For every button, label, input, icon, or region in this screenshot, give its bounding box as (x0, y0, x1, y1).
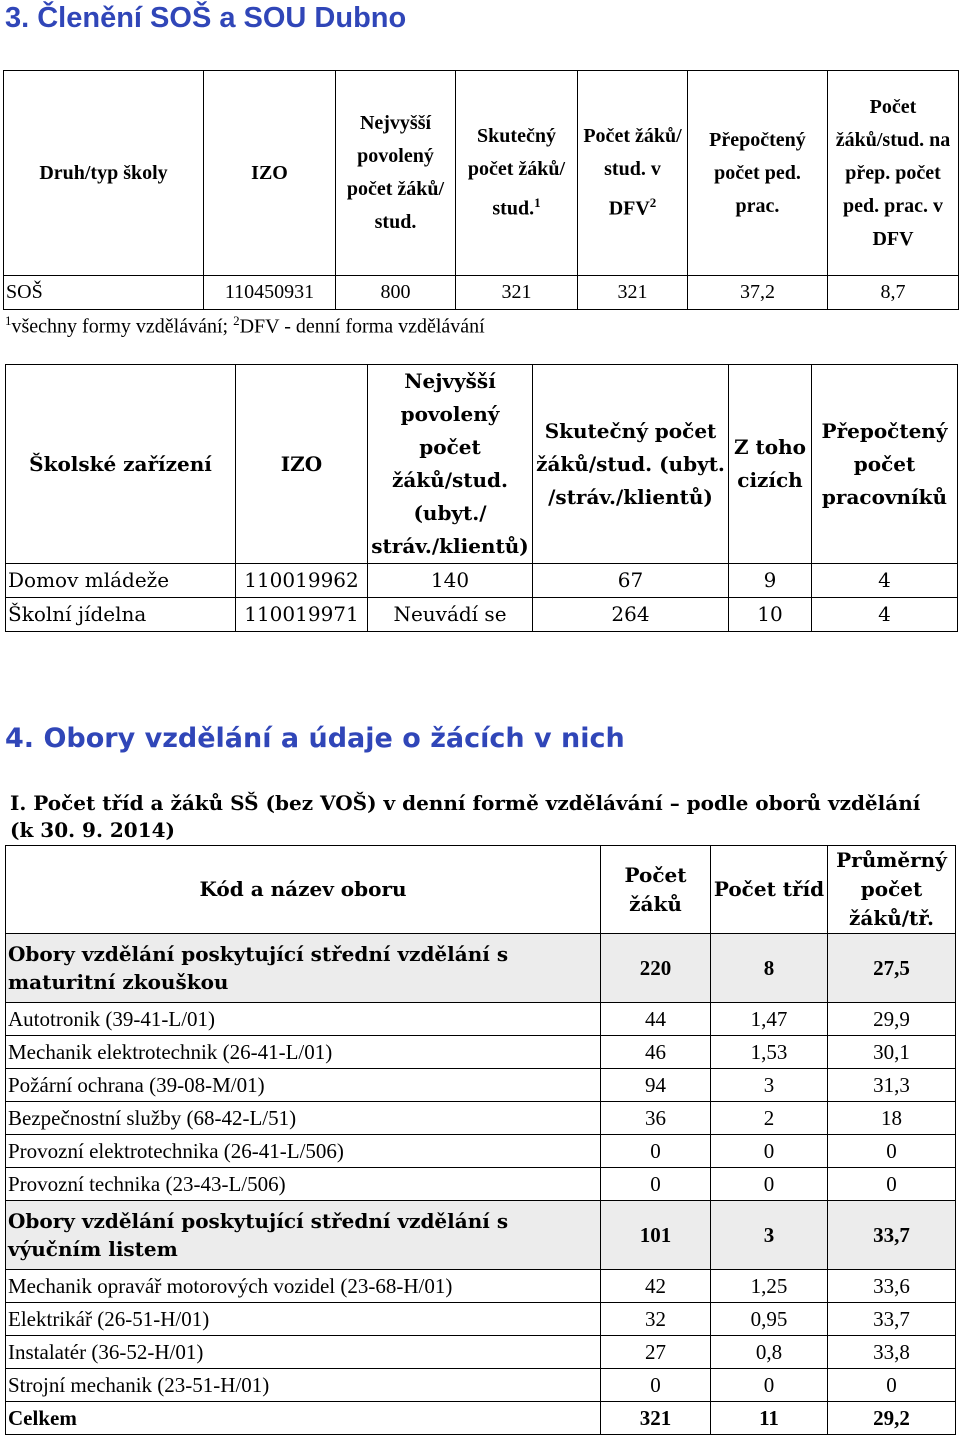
header-staff: Přepočtený počet pracovníků (812, 365, 958, 564)
students-cell: 42 (601, 1270, 711, 1303)
table-row (6, 1369, 956, 1402)
field-name-cell: Obory vzdělání poskytující střední vzdělání s výučním listem (6, 1201, 601, 1270)
average-cell: 31,3 (828, 1069, 956, 1102)
field-name-cell: Obory vzdělání poskytující střední vzdělání s maturitní zkouškou (6, 934, 601, 1003)
table-row (6, 1036, 956, 1069)
classes-cell: 1,25 (711, 1270, 828, 1303)
fields-table (5, 845, 956, 1435)
average-cell: 33,8 (828, 1336, 956, 1369)
students-cell: 0 (601, 1135, 711, 1168)
classes-cell: 0,95 (711, 1303, 828, 1336)
school-type-table (3, 70, 959, 310)
field-name-cell: Mechanik elektrotechnik (26-41-L/01) (6, 1036, 601, 1069)
section-4-title: 4. Obory vzdělání a údaje o žácích v nich (5, 723, 625, 754)
classes-cell: 0 (711, 1369, 828, 1402)
classes-cell: 2 (711, 1102, 828, 1135)
average-cell: 30,1 (828, 1036, 956, 1069)
header-average: Průměrný počet žáků/tř. (828, 846, 956, 934)
table-row: Domov mládeže 110019962 140 67 9 4 (6, 564, 958, 598)
classes-cell: 1,53 (711, 1036, 828, 1069)
header-actual-count: Skutečný počet žáků/stud. (ubyt. /stráv./klientů) (533, 365, 729, 564)
header-izo: IZO (204, 71, 336, 276)
table-row: Školní jídelna 110019971 Neuvádí se 264 10 4 (6, 598, 958, 632)
average-cell: 29,2 (828, 1402, 956, 1435)
field-name-cell: Mechanik opravář motorových vozidel (23-68-H/01) (6, 1270, 601, 1303)
students-cell: 101 (601, 1201, 711, 1270)
classes-cell: 8 (711, 934, 828, 1003)
classes-cell: 3 (711, 1201, 828, 1270)
students-cell: 36 (601, 1102, 711, 1135)
fields-table-body (6, 934, 956, 1435)
students-cell: 321 (601, 1402, 711, 1435)
table-row (6, 1270, 956, 1303)
average-cell: 33,7 (828, 1201, 956, 1270)
header-teaching-staff: Přepočtený počet ped. prac. (688, 71, 828, 276)
classes-cell: 3 (711, 1069, 828, 1102)
students-cell: 0 (601, 1369, 711, 1402)
field-name-cell: Strojní mechanik (23-51-H/01) (6, 1369, 601, 1402)
field-name-cell: Elektrikář (26-51-H/01) (6, 1303, 601, 1336)
group-row (6, 1201, 956, 1270)
header-foreign: Z toho cizích (729, 365, 812, 564)
students-cell: 220 (601, 934, 711, 1003)
classes-cell: 11 (711, 1402, 828, 1435)
table-row (6, 1336, 956, 1369)
average-cell: 0 (828, 1135, 956, 1168)
section-4-subtitle: I. Počet tříd a žáků SŠ (bez VOŠ) v denní formě vzdělávání – podle oborů vzdělání (k 30. 9. 2014) (10, 791, 921, 842)
table-row: SOŠ 110450931 800 321 321 37,2 8,7 (4, 276, 959, 310)
students-cell: 0 (601, 1168, 711, 1201)
students-cell: 32 (601, 1303, 711, 1336)
average-cell: 27,5 (828, 934, 956, 1003)
field-name-cell: Provozní elektrotechnika (26-41-L/506) (6, 1135, 601, 1168)
table-row (6, 1303, 956, 1336)
table-row (6, 1135, 956, 1168)
students-cell: 27 (601, 1336, 711, 1369)
students-cell: 44 (601, 1003, 711, 1036)
average-cell: 33,6 (828, 1270, 956, 1303)
classes-cell: 0 (711, 1168, 828, 1201)
header-dfv-students: Počet žáků/ stud. v DFV$^2$ (578, 71, 688, 276)
students-cell: 46 (601, 1036, 711, 1069)
field-name-cell: Požární ochrana (39-08-M/01) (6, 1069, 601, 1102)
facility-table (5, 364, 958, 632)
header-actual-students: Skutečný počet žáků/ stud.$^1$ (456, 71, 578, 276)
section-3-title: 3. Členění SOŠ a SOU Dubno (5, 2, 407, 34)
average-cell: 29,9 (828, 1003, 956, 1036)
header-field: Kód a název oboru (6, 846, 601, 934)
table-row (6, 1102, 956, 1135)
field-name-cell: Celkem (6, 1402, 601, 1435)
field-name-cell: Bezpečnostní služby (68-42-L/51) (6, 1102, 601, 1135)
header-students: Počet žáků (601, 846, 711, 934)
table-row (6, 1069, 956, 1102)
header-school-type: Druh/typ školy (4, 71, 204, 276)
field-name-cell: Provozní technika (23-43-L/506) (6, 1168, 601, 1201)
total-row (6, 1402, 956, 1435)
field-name-cell: Instalatér (36-52-H/01) (6, 1336, 601, 1369)
field-name-cell: Autotronik (39-41-L/01) (6, 1003, 601, 1036)
classes-cell: 1,47 (711, 1003, 828, 1036)
header-max-students: Nejvyšší povolený počet žáků/ stud. (336, 71, 456, 276)
table-row (6, 1003, 956, 1036)
average-cell: 18 (828, 1102, 956, 1135)
header-facility: Školské zařízení (6, 365, 236, 564)
group-row (6, 934, 956, 1003)
average-cell: 0 (828, 1369, 956, 1402)
header-classes: Počet tříd (711, 846, 828, 934)
header-students-per-staff: Počet žáků/stud. na přep. počet ped. prac. v DFV (828, 71, 959, 276)
footnote: $^1$všechny formy vzdělávání; $^2$DFV - denní forma vzdělávání (5, 313, 485, 338)
average-cell: 0 (828, 1168, 956, 1201)
classes-cell: 0 (711, 1135, 828, 1168)
classes-cell: 0,8 (711, 1336, 828, 1369)
header-izo: IZO (236, 365, 368, 564)
header-max-capacity: Nejvyšší povolený počet žáků/stud. (ubyt./ stráv./klientů) (368, 365, 533, 564)
table-row (6, 1168, 956, 1201)
students-cell: 94 (601, 1069, 711, 1102)
average-cell: 33,7 (828, 1303, 956, 1336)
